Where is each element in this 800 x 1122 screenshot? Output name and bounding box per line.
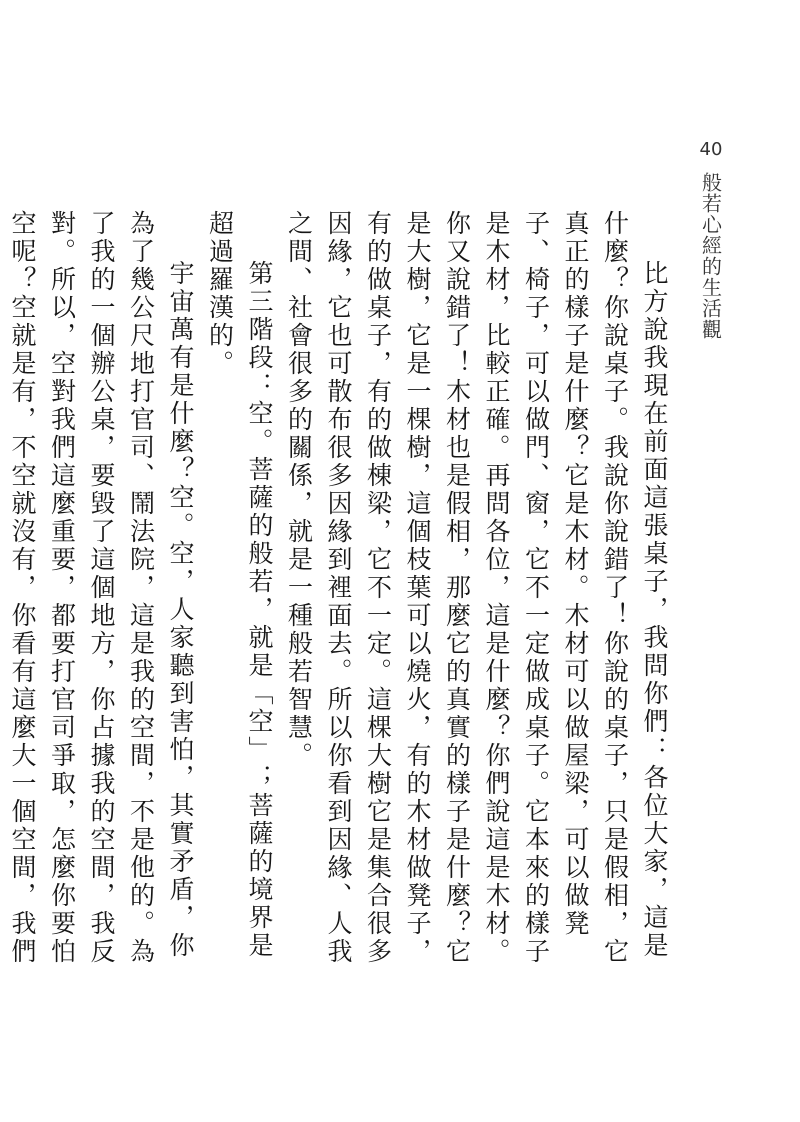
running-title: 般若心經的生活觀	[698, 172, 723, 340]
page-header	[693, 140, 729, 340]
page-number: 40	[699, 139, 723, 160]
paragraph-emptiness: 宇宙萬有是什麼？空。空，人家聽到害怕，其實矛盾，你為了幾公尺地打官司、鬧法院，這是我的空間，不是他的。為了我的一個辦公桌，要毀了這個地方，你占據我的空間，我反對。所以，空對我們這麼重要，都要打官司爭取，怎麼你要怕空呢？空就是有，不空就沒有，你看有這麼大一個空間，我們	[8, 210, 195, 966]
paragraph-third-stage: 第三階段：空。菩薩的般若，就是「空」；菩薩的境界是超過羅漢的。	[205, 210, 274, 960]
paragraph-tree-analogy: 比方說我現在前面這張桌子，我問你們：各位大家，這是什麼？你說桌子。我說你說錯了！你說的桌子，只是假相，它真正的樣子是什麼？它是木材。木材可以做屋梁，可以做凳子、椅子，可以做門、窗，它不一定做成桌子。它本來的樣子是木材，比較正確。再問各位，這是什麼？你們說這是木材。你又說錯了！木材也是假相，那麼它的真實的樣子是什麼？它是大樹，它是一棵樹，這個枝葉可以燒火，有的木材做凳子，有的做桌子，有的做棟梁，它不一定。這棵大樹它是集合很多因緣，它也可散布很多因緣到裡面去。所以你看到因緣、人我之間、社會很多的關係，就是一種般若智慧。	[284, 210, 669, 966]
body-text	[0, 210, 674, 970]
